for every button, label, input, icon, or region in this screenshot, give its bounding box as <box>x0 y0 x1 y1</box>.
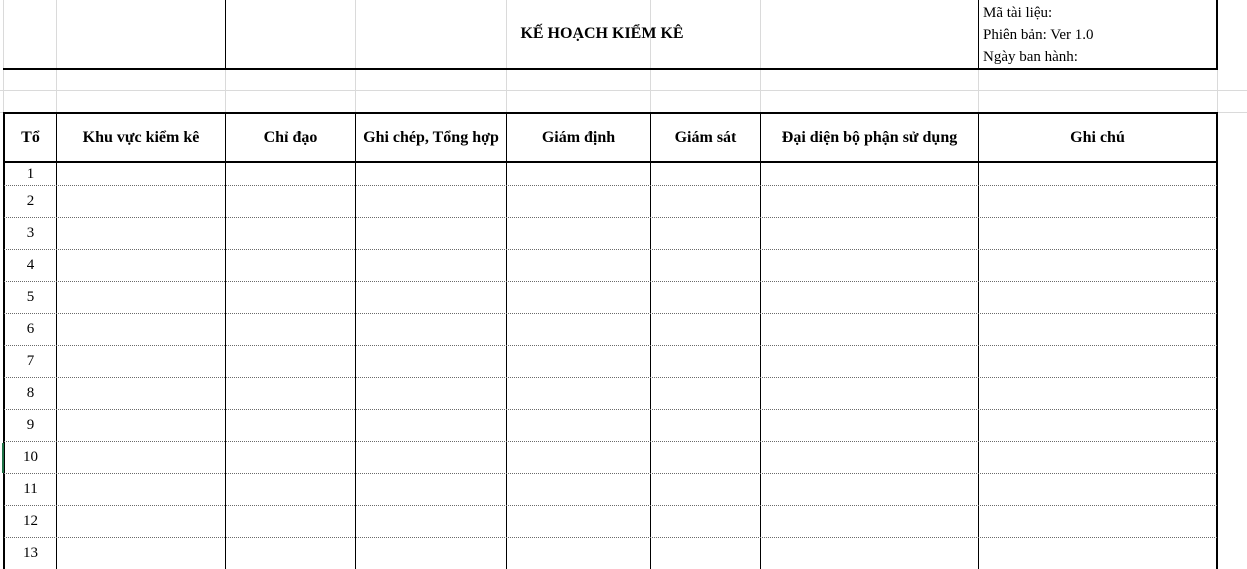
row-number[interactable]: 3 <box>26 225 35 241</box>
column-header-user-dept-rep[interactable]: Đại diện bộ phận sử dụng <box>781 128 958 146</box>
column-header-recorder[interactable]: Ghi chép, Tổng hợp <box>363 128 499 146</box>
document-meta[interactable] <box>979 2 1216 68</box>
row-number[interactable]: 12 <box>23 513 38 529</box>
row-number[interactable]: 7 <box>26 353 35 369</box>
row-number[interactable]: 10 <box>23 449 38 465</box>
issue-date-label: Ngày ban hành: <box>983 49 1078 65</box>
active-row-indicator <box>2 443 4 473</box>
version-label: Phiên bản: Ver 1.0 <box>983 27 1094 43</box>
row-number[interactable]: 4 <box>26 257 35 273</box>
column-header-director[interactable]: Chỉ đạo <box>263 128 318 146</box>
column-header-notes[interactable]: Ghi chú <box>1070 128 1125 146</box>
column-header-supervisor[interactable]: Giám sát <box>674 128 737 146</box>
column-header-team[interactable]: Tổ <box>21 128 40 146</box>
document-title[interactable]: KẾ HOẠCH KIỂM KÊ <box>520 25 684 42</box>
row-number[interactable]: 13 <box>23 545 38 561</box>
row-number[interactable]: 11 <box>23 481 38 497</box>
row-number[interactable]: 6 <box>26 321 35 337</box>
column-header-area[interactable]: Khu vực kiểm kê <box>82 128 200 146</box>
column-header-assessor[interactable]: Giám định <box>541 128 616 146</box>
row-number[interactable]: 1 <box>26 165 35 182</box>
row-number[interactable]: 8 <box>26 385 35 401</box>
row-number[interactable]: 2 <box>26 193 35 209</box>
doc-code-label: Mã tài liệu: <box>983 5 1053 21</box>
row-number[interactable]: 5 <box>26 289 35 305</box>
row-number[interactable]: 9 <box>26 417 35 433</box>
